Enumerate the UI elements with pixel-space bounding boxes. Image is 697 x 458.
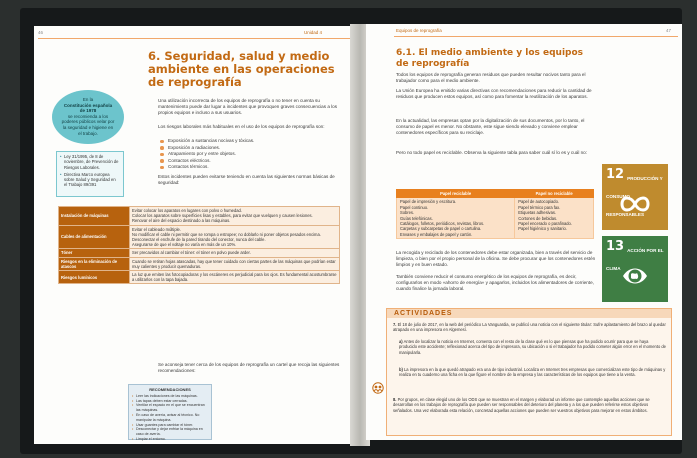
avoid-text: Estos incidentes pueden evitarse teniendo en cuenta las siguientes normas básicas de seguridad: <box>158 174 335 186</box>
group-activity-icon <box>372 382 384 394</box>
row-head: Instalación de máquinas <box>59 207 130 226</box>
left-section-heading <box>148 50 348 89</box>
eye-globe-icon <box>621 262 649 290</box>
recommendation-item: • Desconectar y dejar enfriar la máquina en caso de avería. <box>132 427 208 437</box>
right-section-title: El medio ambiente y los equipos de reprografía <box>396 48 584 69</box>
right-page <box>366 24 682 440</box>
infinity-icon <box>619 194 651 214</box>
row-content <box>130 207 340 226</box>
right-header-rule <box>394 36 678 37</box>
activity-text: Antes de localizar la noticia en Internet, comenta con el resto de la clase qué es lo que piensas que ha podido ocurrir para que se haya producido este accidente; reflexionad acerca del tipo de impresora, su ubicación o si el trabajador ha podido cometer algún error en el momento de manipularla. <box>399 339 666 355</box>
law-item: • Ley 31/1995, de 8 de noviembre, de Prevención de Riesgos Laborales. <box>60 154 120 170</box>
left-page-number: 46 <box>38 30 44 35</box>
non-recyclable-item: Papel térmico para fax. <box>518 204 561 210</box>
activity-text: Por grupos, en clase elegid uno de los ODS que se muestran en el margen y elaborad un informe que contemple aquellas acciones que se desarrollan en los trabajos de reprografía que pueden ser responsables del deterioro del planeta y a los que pueden referirse estos objetivos señalados. Una vez elaborada esta relación, concretad aquellas acciones que pueden ser vuestros objetivos para mejorar en estos ámbitos. <box>393 397 650 413</box>
sdg-label: PRODUCCIÓN Y CONSUMO RESPONSABLES <box>606 176 663 217</box>
row-item: Evitar el cableado múltiple. <box>132 226 181 232</box>
left-running-head: Unidad 4 <box>304 30 323 35</box>
paragraph: Pero no todo papel es reciclable. Observa la siguiente tabla para saber cuál sí lo es y cuál no: <box>396 150 588 155</box>
right-section-number: 6.1. <box>396 48 416 58</box>
sdg-number: 12 <box>606 167 625 182</box>
bubble-lead: En la <box>82 97 94 102</box>
row-content <box>130 257 340 270</box>
risk-item: Contactos térmicos. <box>160 164 348 171</box>
recommendation-item: • Leer las indicaciones de las máquinas. <box>132 394 208 399</box>
paragraph: También conviene reducir el consumo energético de los equipos de reprografía, es decir, configurarlos en modo «ahorro de energía» y apagarlos, incluidos los alimentadores de corriente, cuando finalice la jornada laboral. <box>396 274 594 292</box>
activity-number: b) <box>399 367 403 372</box>
right-running-head: Equipos de reprografía <box>396 28 442 33</box>
bubble-bold: Constitución española de 1978 <box>63 102 113 114</box>
activity-number: 7. <box>393 322 397 327</box>
row-head: Riesgos lumínicos <box>59 271 130 284</box>
right-page-number: 47 <box>666 28 672 33</box>
recommendations-poster <box>128 384 212 440</box>
row-head: Riesgos en la eliminación de atascos <box>59 257 130 270</box>
right-section-heading <box>396 48 596 69</box>
left-page <box>34 26 354 444</box>
recyclable-list <box>397 198 515 239</box>
paragraph: La Unión Europea ha emitido varias directivas con recomendaciones para reducir la cantidad de residuos que producen estos equipos, así como para fomentar la reutilización de los aparatos. <box>396 88 592 100</box>
recommendation-item: • Las tapas deben estar cerradas. <box>132 399 208 404</box>
activity-number: 8. <box>393 397 397 402</box>
table-row <box>59 207 340 226</box>
recommendation-item: • Limpiar el entorno. <box>132 437 208 442</box>
intro-paragraph: Una utilización incorrecta de los equipos de reprografía o no tener en cuenta su mantenimiento puede dar lugar a incidentes que provoquen graves consecuencias a los propios equipos e incluso a sus usuarios. <box>158 98 338 116</box>
non-recyclable-list <box>515 198 594 239</box>
row-item: La luz que emiten las fotocopiadoras y los escáneres es perjudicial para los ojos. Es fundamental acostumbrarse a utilizarlos con la tapa bajada. <box>132 272 337 283</box>
left-section-number: 6. <box>148 49 161 63</box>
activity-item <box>399 339 667 355</box>
recyclable-item: Papel continuo. <box>400 204 429 210</box>
sdg-number: 13 <box>606 239 625 254</box>
recyclable-item: Papel de impresión y escritura. <box>400 199 457 205</box>
paper-table-header: Papel no reciclable <box>515 190 594 198</box>
recyclable-item: Sobres. <box>400 210 415 216</box>
recyclable-item: Carpetas y subcarpetas de papel o cartulina. <box>400 226 482 232</box>
risk-item: Contactos eléctricos. <box>160 158 348 165</box>
activities-title: ACTIVIDADES <box>394 310 453 317</box>
bubble-rest: se recomienda a los poderes públicos velar por la seguridad e higiene en el trabajo. <box>61 113 115 136</box>
sdg-12-card <box>602 164 668 230</box>
activity-item <box>399 367 667 378</box>
table-row <box>59 249 340 257</box>
recyclable-item: Guías telefónicas. <box>400 215 433 221</box>
non-recyclable-item: Cortones de bebidas. <box>518 215 558 221</box>
activity-item <box>393 322 667 333</box>
poster-text: Se aconseja tener cerca de los equipos de reprografía un cartel que recoja las siguientes recomendaciones: <box>158 362 340 374</box>
risk-item: Exposición a sustancias nocivas y tóxicas. <box>160 138 348 145</box>
risks-intro: Los riesgos laborales más habituales en el uso de los equipos de reprografía son: <box>158 124 325 129</box>
recommendations-title: RECOMENDACIONES <box>149 387 191 392</box>
paragraph: La recogida y reciclado de los contenedores debe estar organizada, bien a través del servicio de limpieza, o bien por el propio personal de la oficina. Se debe procurar que los contenedores estén limpios y en buen estado. <box>396 250 596 268</box>
paragraph: Todos los equipos de reprografía generan residuos que pueden resultar nocivos tanto para el trabajador como para el medio ambiente. <box>396 72 586 84</box>
table-row <box>59 271 340 284</box>
risks-list <box>160 138 348 171</box>
table-row <box>59 225 340 249</box>
activity-item <box>393 397 667 413</box>
row-item: Renovar el aire del espacio destinado a las máquinas. <box>132 218 231 224</box>
table-row <box>59 257 340 270</box>
recommendation-item: • Ventilar el espacio en el que se encuentran las máquinas. <box>132 403 208 413</box>
row-head: Cables de alimentación <box>59 225 130 249</box>
row-head: Tóner <box>59 249 130 257</box>
paragraph: En la actualidad, las empresas optan por la digitalización de sus documentos, por lo tanto, el consumo de papel es menor. No obstante, este sigue siendo elevado y conviene emplear contenedores específicos para su reciclaje. <box>396 118 585 136</box>
recyclable-item: Envases y embalajes de papel y cartón. <box>400 231 473 237</box>
law-item: • Directiva Marco europea sobre Salud y Seguridad en el Trabajo 89/391 <box>60 172 120 188</box>
row-item: Evitar colocar los aparatos en lugares con polvo o humedad. <box>132 208 242 213</box>
row-content <box>130 225 340 249</box>
laws-box <box>56 151 124 197</box>
non-recyclable-item: Papel higiénico y sanitario. <box>518 226 567 232</box>
row-item: Desconectar el enchufe de la pared tirando del conector, nunca del cable. <box>132 237 266 243</box>
recommendation-item: • En caso de avería, avisar al técnico. No manipular la máquina. <box>132 413 208 423</box>
risk-item: Atrapamiento por y entre objetos. <box>160 151 348 158</box>
non-recyclable-item: Papel encerado o parafinado. <box>518 221 572 227</box>
row-content <box>130 249 340 257</box>
left-header-rule <box>38 38 350 39</box>
sdg-label: ACCIÓN POR EL CLIMA <box>606 248 664 271</box>
row-content <box>130 271 340 284</box>
paper-table <box>396 189 594 239</box>
row-item: Asegurarse de que el voltaje no varía en más de un 10%. <box>132 242 237 248</box>
row-item: Cuando se retiran hojas atascadas, hay que tener cuidado con ciertas partes de las máquinas que podrían estar muy calientes y producir quemaduras. <box>132 258 336 269</box>
non-recyclable-item: Papel de autocopiado. <box>518 199 559 205</box>
left-section-title: Seguridad, salud y medio ambiente en las operaciones de reprografía <box>148 49 335 89</box>
activity-text: El 18 de julio de 2017, en la web del periódico La Vanguardia, se publicó una noticia con el siguiente titular: Sufre aplastamiento del brazo al quedar atrapado en una impresora en Algemesí. <box>393 322 666 333</box>
sdg-13-card <box>602 236 668 302</box>
risk-item: Exposición a radiaciones. <box>160 145 348 152</box>
recyclable-item: Catálogos, folletos, periódicos, revistas, libros. <box>400 221 485 227</box>
row-item: Ser precavidos al cambiar el tóner: el tóner en polvo puede arder. <box>132 250 251 256</box>
activity-number: a) <box>399 339 403 344</box>
activity-text: La impresora en la que quedó atrapado era una de tipo industrial. Localiza en Internet tres empresas que comercializan este tipo de máquinas y realiza en tu cuaderno una ficha en la que figure el nombre de la empresa y las características de los equipos que tiene a la venta. <box>399 367 666 378</box>
recommendation-item: • Usar guantes para cambiar el tóner. <box>132 423 208 428</box>
constitution-bubble <box>52 90 124 144</box>
activities-box <box>386 308 672 436</box>
paper-table-header: Papel reciclable <box>397 190 515 198</box>
row-item: Colocar los aparatos sobre superficies lisas y estables, para evitar que vuelquen y causen lesiones. <box>132 213 313 219</box>
safety-rules-table <box>58 206 340 284</box>
non-recyclable-item: Etiquetas adhesivas. <box>518 210 557 216</box>
row-item: No modificar el cable ni permitir que se rompa o estropee; no doblarlo ni poner objetos pesados encima. <box>132 231 321 237</box>
